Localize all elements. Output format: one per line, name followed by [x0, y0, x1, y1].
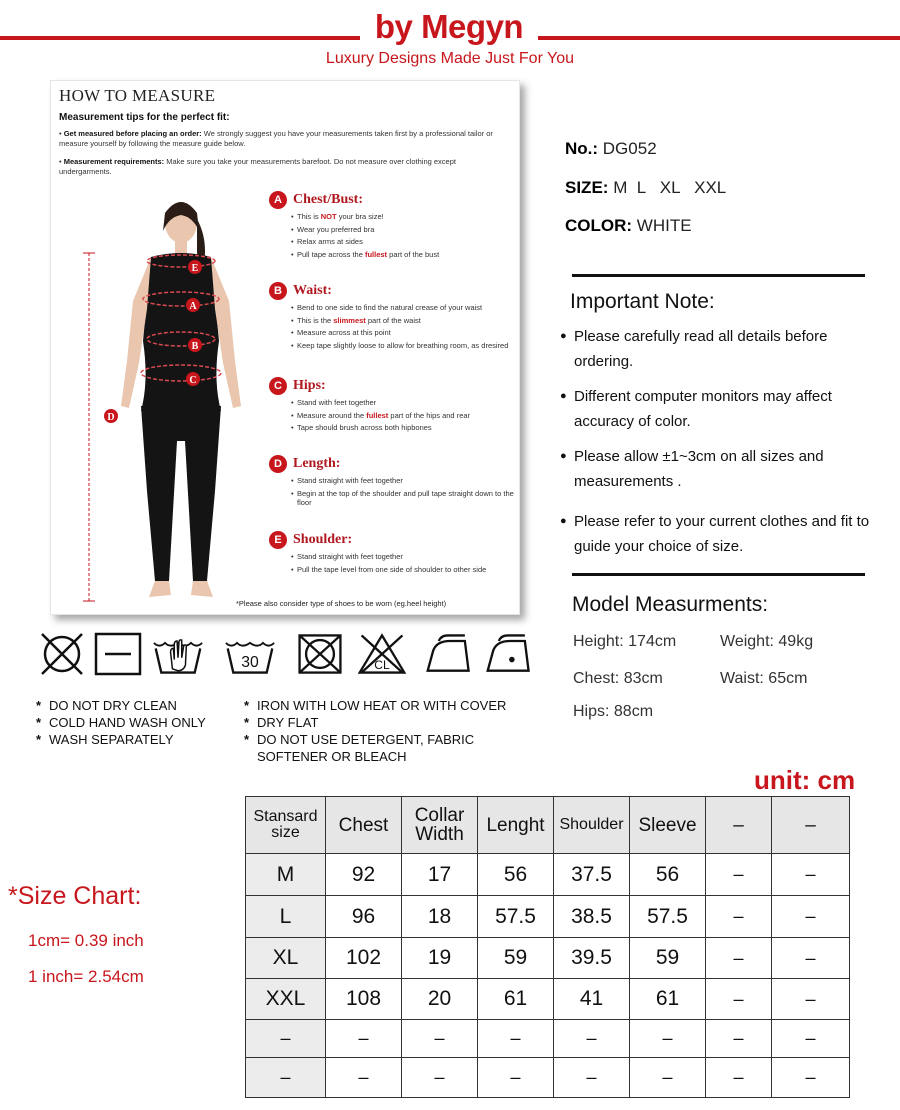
- header-cell: Stansard size: [246, 797, 326, 854]
- section-item: • Pull tape across the fullest part of the bust: [291, 250, 519, 260]
- section-item: • Stand straight with feet together: [291, 552, 519, 562]
- section-item: • Wear you preferred bra: [291, 225, 519, 235]
- no-chlorine-bleach-icon: [356, 630, 408, 678]
- header-rule-left: [0, 36, 360, 40]
- section-badge: C: [269, 377, 287, 395]
- header-cell: Collar Width: [402, 797, 478, 854]
- product-number: No.: DG052: [565, 139, 657, 158]
- table-cell: –: [772, 938, 850, 979]
- product-sizes: SIZE: M L XL XXL: [565, 178, 727, 197]
- header-cell: Shoulder: [554, 797, 630, 854]
- section-item: • Keep tape slightly loose to allow for breathing room, as dresired: [291, 341, 519, 351]
- table-cell: –: [402, 1020, 478, 1058]
- table-cell: 102: [326, 938, 402, 979]
- section-item: • Pull the tape level from one side of shoulder to other side: [291, 565, 519, 575]
- note-item: ● Please refer to your current clothes and fit to guide your choice of size.: [560, 513, 870, 555]
- table-cell: 92: [326, 854, 402, 896]
- table-cell: –: [630, 1058, 706, 1098]
- table-cell: 59: [630, 938, 706, 979]
- product-color: COLOR: WHITE: [565, 216, 692, 235]
- figure-label-c: C: [189, 375, 197, 386]
- table-cell: –: [706, 979, 772, 1020]
- section-item: • Bend to one side to find the natural crease of your waist: [291, 303, 519, 313]
- table-cell: –: [478, 1058, 554, 1098]
- measure-title: HOW TO MEASURE: [59, 86, 216, 105]
- conversion-cm-inch: 1cm= 0.39 inch: [28, 931, 144, 950]
- table-cell: –: [554, 1020, 630, 1058]
- brand-tagline: Luxury Designs Made Just For You: [325, 50, 575, 67]
- table-header-row: [246, 797, 850, 854]
- no-tumble-dry-icon: [294, 630, 346, 678]
- table-cell: 59: [478, 938, 554, 979]
- model-weight: Weight: 49kg: [720, 633, 814, 650]
- table-row: [246, 854, 850, 896]
- section-item: • This is NOT your bra size!: [291, 212, 519, 222]
- table-cell: 38.5: [554, 896, 630, 938]
- section-hips: C Hips: • Stand with feet together • Measure around the fullest part of the hips and rear • Tape should brush across both hipbones: [269, 377, 519, 436]
- table-cell: –: [772, 854, 850, 896]
- table-cell: 37.5: [554, 854, 630, 896]
- note-item: ● Please allow ±1~3cm on all sizes and measurements .: [560, 448, 824, 490]
- size-chart-title: *Size Chart:: [8, 882, 142, 910]
- wash-temp-label: 30: [241, 654, 259, 671]
- model-chest: Chest: 83cm: [573, 670, 663, 687]
- section-item: • Stand with feet together: [291, 398, 519, 408]
- iron-low-heat-icon: [484, 630, 536, 678]
- table-cell: –: [706, 896, 772, 938]
- model-hips: Hips: 88cm: [573, 703, 654, 720]
- section-badge: E: [269, 531, 287, 549]
- table-cell: 96: [326, 896, 402, 938]
- section-badge: B: [269, 282, 287, 300]
- table-cell: 57.5: [630, 896, 706, 938]
- table-cell: –: [772, 896, 850, 938]
- table-cell: 108: [326, 979, 402, 1020]
- table-row: [246, 1058, 850, 1098]
- table-cell: M: [246, 854, 326, 896]
- no-dry-clean-icon: [36, 630, 88, 678]
- wash-30-icon: [224, 630, 276, 678]
- figure-label-b: B: [191, 341, 199, 352]
- table-cell: 19: [402, 938, 478, 979]
- table-cell: XL: [246, 938, 326, 979]
- shoe-footnote: *Please also consider type of shoes to be worn (eg.heel height): [236, 599, 447, 608]
- measure-subtitle: Measurement tips for the perfect fit:: [59, 112, 230, 123]
- table-cell: –: [772, 979, 850, 1020]
- table-row: [246, 938, 850, 979]
- section-item: • Relax arms at sides: [291, 237, 519, 247]
- hand-wash-icon: [152, 630, 204, 678]
- header-rule-right: [538, 36, 900, 40]
- size-chart-table: [245, 796, 850, 1098]
- table-cell: L: [246, 896, 326, 938]
- figure-label-e: E: [191, 263, 199, 274]
- header-cell: –: [706, 797, 772, 854]
- header-cell: Chest: [326, 797, 402, 854]
- section-length: D Length: • Stand straight with feet together • Begin at the top of the shoulder and pull tape straight down to the floor: [269, 455, 519, 511]
- figure-label-d: D: [107, 412, 115, 423]
- section-waist: B Waist: • Bend to one side to find the natural crease of your waist • This is the slimmest part of the waist • Measure across at this point • Keep tape slightly loose to allow for breathing room, as dresired: [269, 282, 519, 353]
- table-cell: –: [706, 938, 772, 979]
- table-cell: –: [554, 1058, 630, 1098]
- model-height: Height: 174cm: [573, 633, 677, 650]
- table-cell: 18: [402, 896, 478, 938]
- dry-flat-icon: [92, 630, 144, 678]
- conversion-inch-cm: 1 inch= 2.54cm: [28, 967, 144, 986]
- table-cell: –: [246, 1058, 326, 1098]
- divider: [572, 573, 865, 576]
- important-note-title: Important Note:: [570, 290, 715, 313]
- care-instructions-right: * IRON WITH LOW HEAT OR WITH COVER * DRY FLAT * DO NOT USE DETERGENT, FABRIC SOFTENER OR BLEACH: [244, 698, 507, 764]
- iron-icon: [424, 630, 476, 678]
- table-cell: –: [706, 854, 772, 896]
- how-to-measure-card: [50, 80, 520, 615]
- table-cell: 57.5: [478, 896, 554, 938]
- section-item: • This is the slimmest part of the waist: [291, 316, 519, 326]
- table-row: [246, 979, 850, 1020]
- table-cell: –: [326, 1058, 402, 1098]
- unit-label: unit: cm: [754, 765, 856, 795]
- table-cell: –: [402, 1058, 478, 1098]
- section-chest-bust: A Chest/Bust: • This is NOT your bra size! • Wear you preferred bra • Relax arms at sides • Pull tape across the fullest part of the bust: [269, 191, 519, 262]
- note-item: ● Please carefully read all details before ordering.: [560, 328, 828, 370]
- table-cell: –: [772, 1020, 850, 1058]
- table-cell: –: [630, 1020, 706, 1058]
- section-item: • Tape should brush across both hipbones: [291, 423, 519, 433]
- section-item: • Stand straight with feet together: [291, 476, 519, 486]
- table-cell: 56: [630, 854, 706, 896]
- header-cell: Lenght: [478, 797, 554, 854]
- model-figure-illustration: [81, 191, 281, 611]
- model-waist: Waist: 65cm: [720, 670, 808, 687]
- table-cell: 20: [402, 979, 478, 1020]
- table-cell: 61: [478, 979, 554, 1020]
- section-badge: D: [269, 455, 287, 473]
- table-cell: –: [772, 1058, 850, 1098]
- model-measurements-title: Model Measurments:: [572, 593, 769, 616]
- figure-label-a: A: [189, 301, 197, 312]
- table-cell: –: [478, 1020, 554, 1058]
- table-row: [246, 896, 850, 938]
- table-cell: 39.5: [554, 938, 630, 979]
- chlorine-label: CL: [374, 657, 390, 672]
- care-instructions-left: * DO NOT DRY CLEAN * COLD HAND WASH ONLY * WASH SEPARATELY: [36, 698, 206, 747]
- note-item: ● Different computer monitors may affect accuracy of color.: [560, 388, 832, 430]
- table-cell: –: [706, 1058, 772, 1098]
- table-cell: –: [326, 1020, 402, 1058]
- measure-tip: • Measurement requirements: Make sure you take your measurements barefoot. Do not measure over clothing except undergarments.: [59, 157, 456, 176]
- table-cell: –: [706, 1020, 772, 1058]
- section-item: • Measure around the fullest part of the hips and rear: [291, 411, 519, 421]
- section-badge: A: [269, 191, 287, 209]
- table-cell: 56: [478, 854, 554, 896]
- brand-logo: by Megyn: [374, 8, 524, 45]
- table-cell: –: [246, 1020, 326, 1058]
- table-cell: 17: [402, 854, 478, 896]
- table-row: [246, 1020, 850, 1058]
- table-cell: 61: [630, 979, 706, 1020]
- header-cell: –: [772, 797, 850, 854]
- table-cell: XXL: [246, 979, 326, 1020]
- header-cell: Sleeve: [630, 797, 706, 854]
- measure-tip: • Get measured before placing an order: We strongly suggest you have your measurements taken first by a professional tailor or measure yourself by following the measure guide below.: [59, 129, 493, 148]
- section-item: • Measure across at this point: [291, 328, 519, 338]
- section-shoulder: E Shoulder: • Stand straight with feet together • Pull the tape level from one side of shoulder to other side: [269, 531, 519, 577]
- divider: [572, 274, 865, 277]
- table-cell: 41: [554, 979, 630, 1020]
- section-item: • Begin at the top of the shoulder and pull tape straight down to the floor: [291, 489, 519, 508]
